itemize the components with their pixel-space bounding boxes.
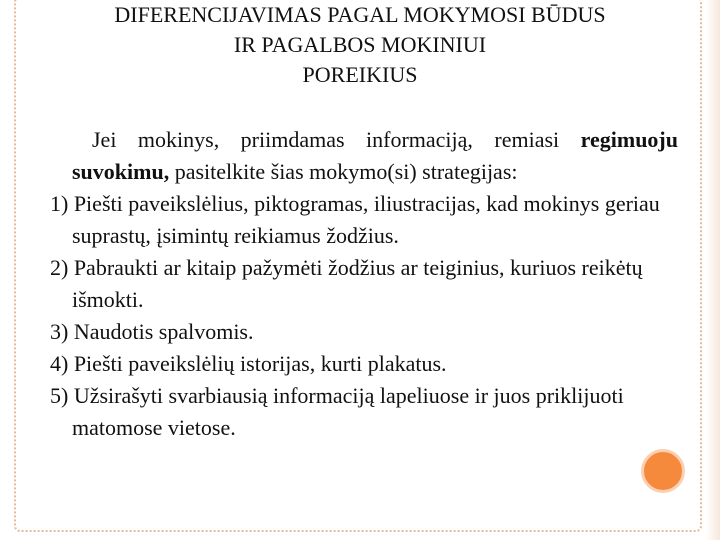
list-item: 1) Piešti paveikslėlius, piktogramas, iliustracijas, kad mokinys geriau suprastų, įsimintų reikiamus žodžius. (50, 191, 660, 248)
list-item: 5) Užsirašyti svarbiausią informaciją lapeliuose ir juos priklijuoti matomose vietose. (50, 383, 624, 440)
list-item: 3) Naudotis spalvomis. (50, 319, 254, 344)
list-item: 4) Piešti paveikslėlių istorijas, kurti plakatus. (50, 351, 447, 376)
slide-title (40, 0, 680, 90)
intro-text-after: pasitelkite šias mokymo(si) strategijas: (169, 159, 518, 184)
orange-circle-decoration (641, 449, 685, 493)
list-item: 2) Pabraukti ar kitaip pažymėti žodžius ar teiginius, kuriuos reikėtų išmokti. (50, 255, 643, 312)
strategy-list (50, 188, 678, 444)
right-edge-strip (706, 0, 720, 540)
intro-text-before: Jei mokinys, priimdamas informaciją, remiasi (92, 127, 581, 152)
intro-bold-text: regimuoju suvokimu, (72, 127, 678, 184)
title-line-2: IR PAGALBOS MOKINIUI (233, 32, 487, 57)
intro-paragraph (50, 124, 678, 188)
title-line-1: DIFERENCIJAVIMAS PAGAL MOKYMOSI BŪDUS (114, 2, 606, 27)
slide-body (50, 124, 678, 444)
title-line-3: POREIKIUS (302, 62, 418, 87)
